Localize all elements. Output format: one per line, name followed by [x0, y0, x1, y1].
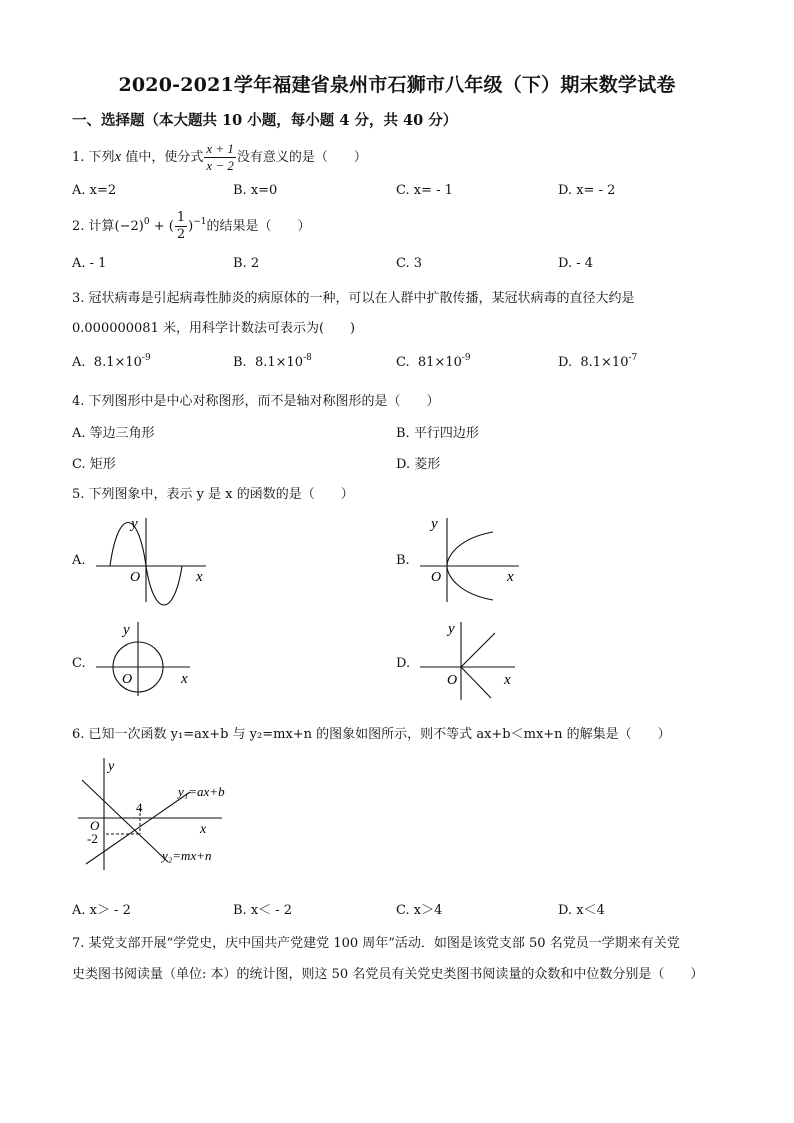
q6-y-label: y [108, 759, 115, 774]
q2-suffix: 的结果是（ ） [206, 219, 311, 234]
q5-graph-b [415, 510, 525, 606]
question-2 [72, 210, 310, 243]
q2-fraction-denominator: 2 [176, 227, 186, 242]
q5-option-a: A. [72, 553, 86, 568]
q3-option-b-base: 8.1×10 [254, 355, 304, 370]
q3-option-c [396, 353, 471, 370]
q5-option-b: B. [396, 553, 410, 568]
q5b-y-label: y [431, 516, 438, 532]
question-1 [72, 141, 367, 174]
q1-middle: 值中，使分式 [121, 150, 204, 165]
q3-option-b [233, 353, 312, 370]
q1-fraction-denominator: x − 2 [206, 158, 234, 173]
q5d-origin: O [447, 673, 458, 688]
q3-option-c-base: 81×10 [417, 355, 462, 370]
q1-fraction [204, 141, 236, 174]
q4-option-d: D. 菱形 [396, 457, 441, 472]
q6-line2-label: y₂=mx+n [162, 848, 212, 863]
q6-option-a: A. x＞ - 2 [72, 903, 131, 918]
q6-text: 6. 已知一次函数 y₁=ax+b 与 y₂=mx+n 的图象如图所示，则不等式 ax+b＜mx+n 的解集是（ ） [72, 727, 671, 742]
q5-option-c: C. [72, 656, 86, 671]
q5c-y-label: y [123, 622, 130, 638]
q3-option-d-exp: -7 [628, 353, 638, 363]
q5b-x-label: x [507, 569, 514, 585]
q2-option-b: B. 2 [233, 256, 260, 271]
section-heading: 一、选择题（本大题共 10 小题，每小题 4 分，共 40 分） [72, 112, 458, 129]
q7-line-2: 史类图书阅读量（单位: 本）的统计图，则这 50 名党员有关党史类图书阅读量的众数和中位数分别是（ ） [72, 967, 704, 982]
q4-text: 4. 下列图形中是中心对称图形，而不是轴对称图形的是（ ） [72, 394, 440, 409]
q1-prefix: 1. 下列 [72, 150, 115, 165]
q3-option-a-exp: -9 [141, 353, 151, 363]
q1-fraction-numerator: x + 1 [206, 141, 234, 156]
q2-prefix: 2. 计算 [72, 219, 115, 234]
q5-graph-a [92, 510, 212, 606]
q2-option-c: C. 3 [396, 256, 423, 271]
q1-option-c: C. x= - 1 [396, 183, 453, 198]
page-title: 2020-2021学年福建省泉州市石狮市八年级（下）期末数学试卷 [118, 74, 676, 96]
q2-exp-neg1: −1 [193, 217, 207, 227]
q5a-origin: O [130, 570, 141, 585]
q2-close: ) [188, 219, 194, 234]
q6-tick-x: 4 [136, 800, 143, 815]
q6-tick-y: -2 [87, 831, 98, 846]
q3-option-b-label: B. [233, 355, 247, 370]
q5c-x-label: x [181, 671, 188, 687]
q5a-y-label: y [131, 516, 138, 532]
q3-option-c-label: C. [396, 355, 410, 370]
q5b-origin: O [431, 570, 442, 585]
q6-origin: O [90, 818, 100, 833]
q2-plus: + ( [149, 219, 174, 234]
q2-fraction-numerator: 1 [176, 210, 186, 225]
q3-option-a-label: A. [72, 355, 86, 370]
q2-option-d: D. - 4 [558, 256, 594, 271]
q6-option-b: B. x＜ - 2 [233, 903, 293, 918]
q4-option-a: A. 等边三角形 [72, 426, 155, 441]
q3-option-a-base: 8.1×10 [93, 355, 142, 370]
q7-line-1: 7. 某党支部开展“学党史，庆中国共产党建党 100 周年”活动．如图是该党支部 50 名党员一学期来有关党 [72, 936, 680, 951]
q2-option-a: A. - 1 [72, 256, 107, 271]
q3-option-c-exp: -9 [461, 353, 471, 363]
q2-expr: (−2) [114, 219, 144, 234]
q4-option-c: C. 矩形 [72, 457, 116, 472]
q3-option-d-base: 8.1×10 [580, 355, 629, 370]
q1-option-b: B. x=0 [233, 183, 278, 198]
q5d-y-label: y [448, 621, 455, 637]
q3-option-d [558, 353, 637, 370]
q5d-x-label: x [504, 672, 511, 688]
q1-suffix: 没有意义的是（ ） [236, 150, 367, 165]
q2-exp-zero: 0 [143, 217, 150, 227]
q4-option-b: B. 平行四边形 [396, 426, 479, 441]
q5-option-d: D. [396, 656, 411, 671]
q1-option-d: D. x= - 2 [558, 183, 616, 198]
q6-line1-label: y₁=ax+b [178, 784, 225, 799]
q1-var: x [114, 149, 122, 165]
q3-option-a [72, 353, 151, 370]
q3-line-2: 0.000000081 米，用科学计数法可表示为( ) [72, 321, 356, 336]
q5c-origin: O [122, 672, 133, 687]
q3-option-b-exp: -8 [303, 353, 312, 363]
q5-text: 5. 下列图象中，表示 y 是 x 的函数的是（ ） [72, 487, 354, 502]
q6-x-label: x [200, 822, 207, 837]
q6-option-c: C. x＞4 [396, 903, 443, 918]
q5-graph-d [415, 618, 525, 703]
q5-graph-c [92, 618, 202, 698]
q2-fraction [175, 210, 187, 243]
q6-option-d: D. x＜4 [558, 903, 605, 918]
q5a-x-label: x [196, 569, 203, 585]
q3-line-1: 3. 冠状病毒是引起病毒性肺炎的病原体的一种，可以在人群中扩散传播，某冠状病毒的直径大约是 [72, 291, 635, 306]
q6-graph [72, 752, 272, 877]
q1-option-a: A. x=2 [72, 183, 117, 198]
q3-option-d-label: D. [558, 355, 573, 370]
